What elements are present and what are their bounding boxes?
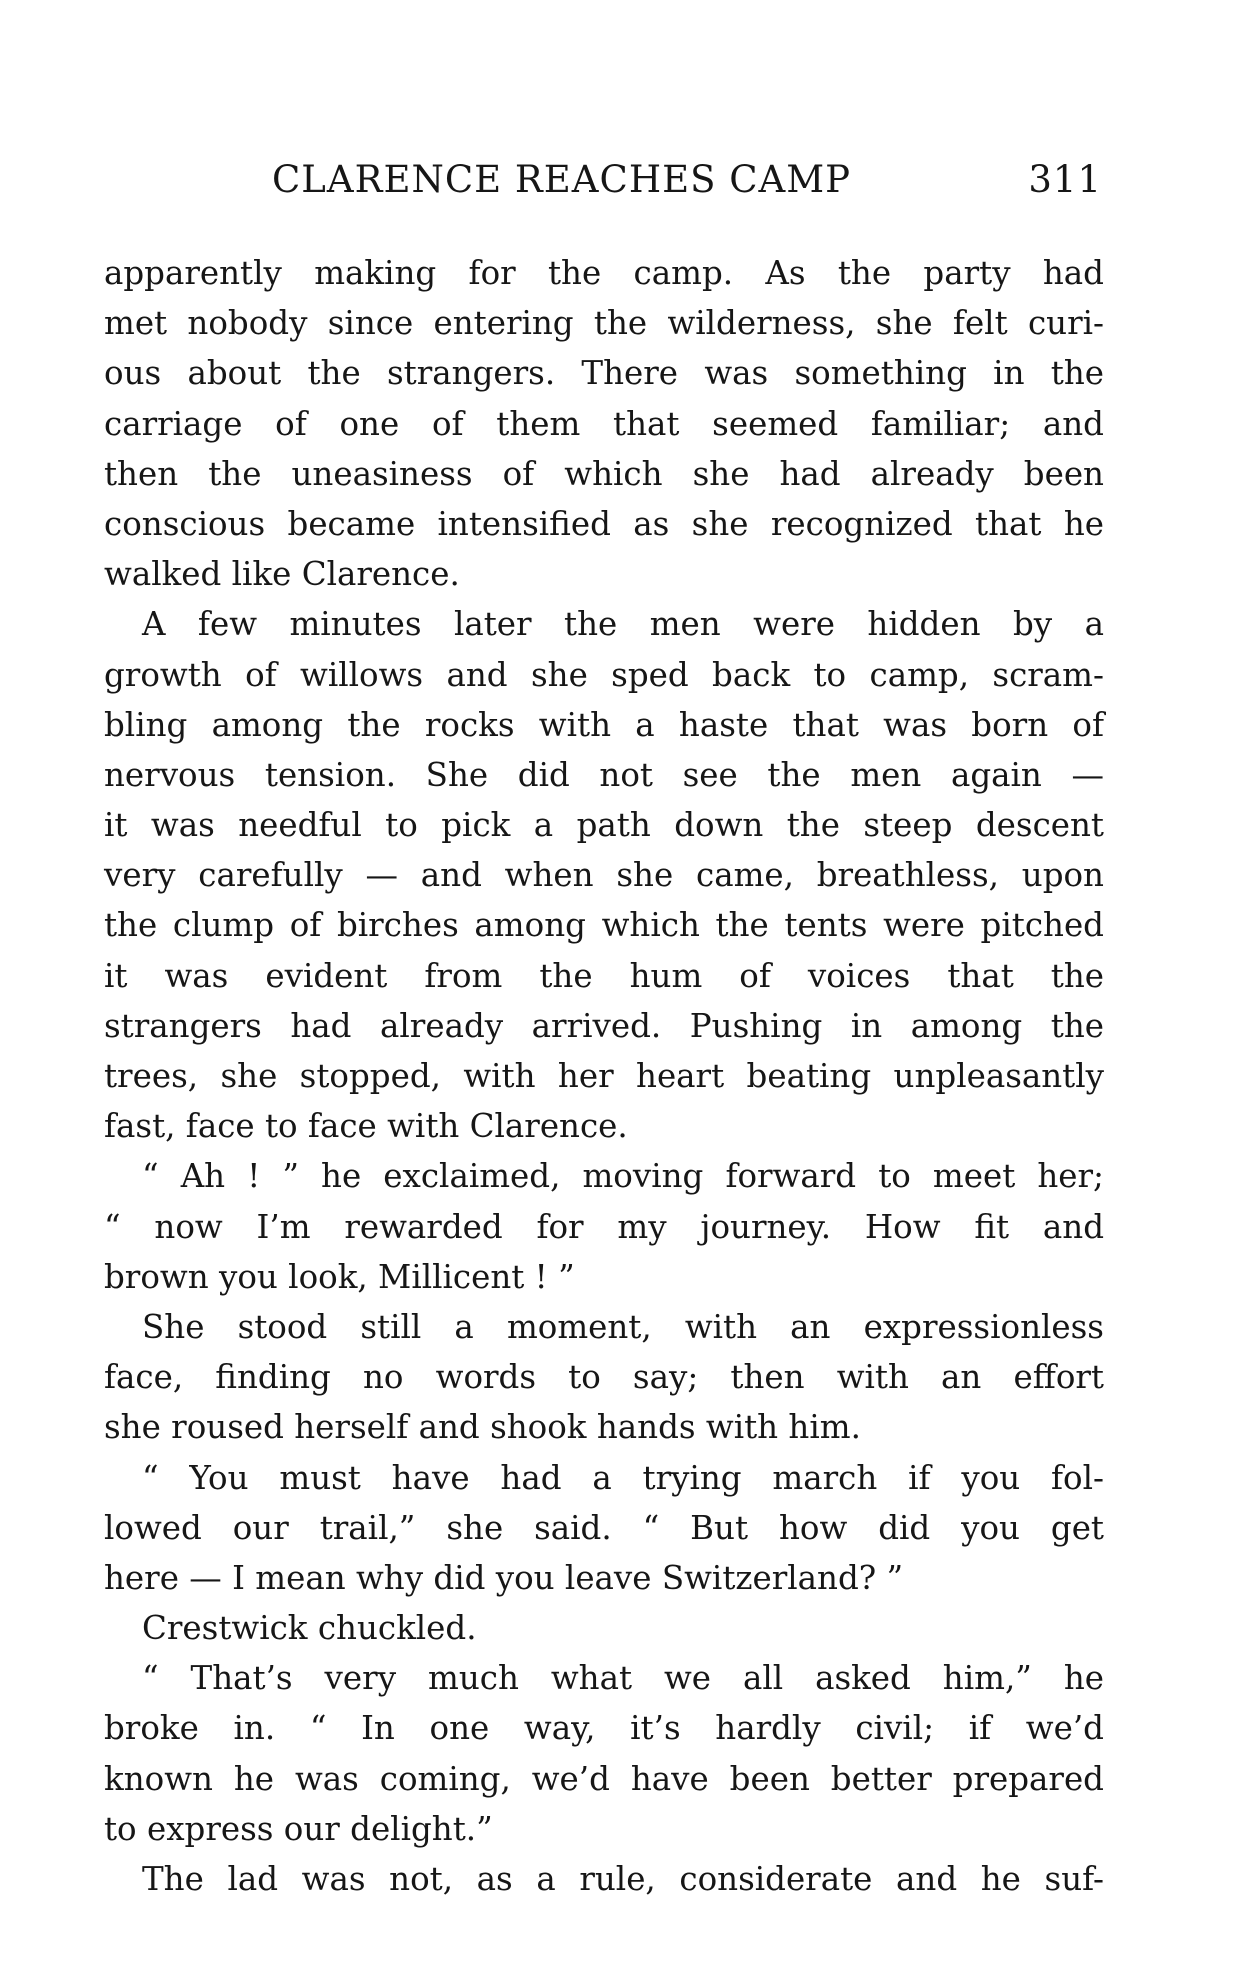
text-line: fast, face to face with Clarence. <box>104 1107 628 1146</box>
text-line: carriage of one of them that seemed familiar; and <box>104 404 1104 443</box>
text-line: walked like Clarence. <box>104 555 460 594</box>
body-text <box>104 248 1104 1904</box>
text-line: apparently making for the camp. As the party had <box>104 254 1104 292</box>
text-line: here — I mean why did you leave Switzerland? ” <box>104 1558 904 1597</box>
paragraph-start-line: “ Ah ! ” he exclaimed, moving forward to meet her; <box>142 1157 1104 1196</box>
text-line: conscious became intensified as she recognized that he <box>104 504 1104 543</box>
paragraph-start-line: Crestwick chuckled. <box>142 1609 477 1648</box>
text-line: strangers had already arrived. Pushing in among the <box>104 1006 1104 1045</box>
text-line: the clump of birches among which the tents were pitched <box>104 906 1104 945</box>
paragraph-start-line: “ You must have had a trying march if you fol- <box>142 1458 1104 1497</box>
paragraph-start-line: She stood still a moment, with an expressionless <box>142 1307 1104 1346</box>
book-page <box>104 0 1104 1981</box>
text-line: face, finding no words to say; then with an effort <box>104 1358 1104 1397</box>
paragraph-start-line: A few minutes later the men were hidden by a <box>142 605 1104 644</box>
paragraph-start-line: The lad was not, as a rule, considerate and he suf- <box>142 1860 1104 1898</box>
chapter-title: CLARENCE REACHES CAMP <box>272 158 852 201</box>
text-line: brown you look, Millicent ! ” <box>104 1257 575 1296</box>
text-line: known he was coming, we’d have been better prepared <box>104 1759 1104 1798</box>
running-head <box>104 158 1104 208</box>
text-line: to express our delight.” <box>104 1809 493 1848</box>
text-line: met nobody since entering the wilderness, she felt curi- <box>104 304 1104 343</box>
text-line: then the uneasiness of which she had already been <box>104 454 1104 493</box>
text-line: trees, she stopped, with her heart beating unpleasantly <box>104 1057 1104 1095</box>
text-line: lowed our trail,” she said. “ But how did you get <box>104 1508 1104 1547</box>
text-line: very carefully — and when she came, breathless, upon <box>104 856 1104 895</box>
text-line: she roused herself and shook hands with him. <box>104 1408 861 1447</box>
text-line: bling among the rocks with a haste that was born of <box>104 705 1104 744</box>
text-line: it was evident from the hum of voices that the <box>104 956 1104 995</box>
text-line: growth of willows and she sped back to camp, scram- <box>104 655 1104 694</box>
text-line: “ now I’m rewarded for my journey. How fit and <box>104 1207 1104 1246</box>
text-line: it was needful to pick a path down the steep descent <box>104 806 1104 845</box>
text-line: broke in. “ In one way, it’s hardly civil; if we’d <box>104 1709 1104 1748</box>
text-line: nervous tension. She did not see the men again — <box>104 755 1104 794</box>
paragraph-start-line: “ That’s very much what we all asked him,” he <box>142 1659 1104 1698</box>
text-line: ous about the strangers. There was something in the <box>104 354 1104 393</box>
page-number: 311 <box>1028 158 1102 201</box>
